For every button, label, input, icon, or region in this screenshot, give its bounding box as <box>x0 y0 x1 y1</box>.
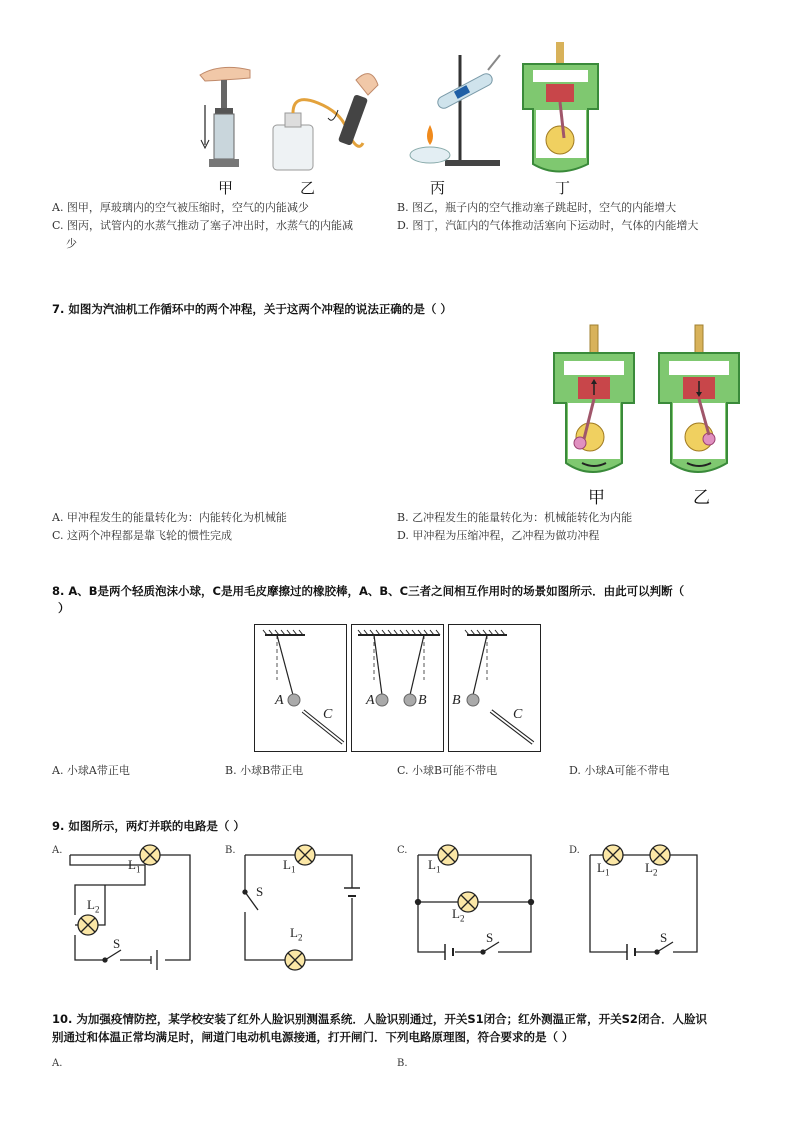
q8-panel-1 <box>254 624 347 752</box>
q6-caption-ding: 丁 <box>555 179 571 197</box>
q9-d-l1-sub: 1 <box>604 867 610 878</box>
q8-label-a: A <box>366 693 375 708</box>
q8-option-a[interactable]: A. 小球A带正电 <box>52 764 130 777</box>
q8-label-b: B <box>452 693 461 708</box>
q8-label-a: A <box>275 693 284 708</box>
q8-panel-2 <box>351 624 444 752</box>
q9-c-l1-label: L <box>428 857 436 872</box>
q8-label-c: C <box>513 707 523 722</box>
q6-option-a[interactable]: A. 图甲，厚玻璃内的空气被压缩时，空气的内能减少 <box>52 201 309 214</box>
q7-option-b[interactable]: B. 乙冲程发生的能量转化为：机械能转化为内能 <box>397 511 633 524</box>
q7-caption-yi: 乙 <box>693 488 710 508</box>
q7-option-d[interactable]: D. 甲冲程为压缩冲程，乙冲程为做功冲程 <box>397 529 600 542</box>
q8-option-b[interactable]: B. 小球B带正电 <box>225 764 304 777</box>
q7-caption-jia: 甲 <box>588 488 605 508</box>
q10-choice-a[interactable]: A. <box>52 1058 63 1069</box>
q9-a-l1-label: L <box>128 857 136 872</box>
q6-option-b[interactable]: B. 图乙，瓶子内的空气推动塞子跳起时，空气的内能增大 <box>397 201 677 214</box>
q6-caption-jia: 甲 <box>218 179 234 197</box>
q7-stem: 7. 如图为汽油机工作循环中的两个冲程，关于这两个冲程的说法正确的是（ ） <box>52 302 452 316</box>
q6-option-d[interactable]: D. 图丁，汽缸内的气体推动活塞向下运动时，气体的内能增大 <box>397 219 699 232</box>
q9-c-l2-sub: 2 <box>459 913 465 924</box>
q6-option-c-continued: 少 <box>66 237 77 250</box>
q9-c-switch-label: S <box>486 930 494 945</box>
q6-figure-ding <box>518 42 603 172</box>
q8-label-c: C <box>323 707 333 722</box>
q8-panel-3 <box>448 624 541 752</box>
q8-stem-line2: ） <box>58 601 70 615</box>
q9-a-switch-label: S <box>113 936 121 951</box>
q9-d-l2-label: L <box>645 860 653 875</box>
q9-d-l2-sub: 2 <box>652 867 658 878</box>
q8-label-b: B <box>418 693 427 708</box>
q10-choice-b[interactable]: B. <box>397 1058 408 1069</box>
q9-d-l1-label: L <box>597 860 605 875</box>
q9-stem: 9. 如图所示，两灯并联的电路是（ ） <box>52 819 245 833</box>
q9-c-l1-sub: 1 <box>435 864 441 875</box>
q9-b-switch-label: S <box>256 884 264 899</box>
q9-choice-a[interactable]: A. <box>52 845 63 856</box>
q9-b-l1-sub: 1 <box>290 864 296 875</box>
q6-figure-bing <box>400 40 510 170</box>
q9-b-l2-label: L <box>290 925 298 940</box>
q7-engine-yi <box>655 325 745 485</box>
q7-option-c[interactable]: C. 这两个冲程都是靠飞轮的惯性完成 <box>52 529 233 542</box>
q7-engine-jia <box>550 325 640 485</box>
q9-circuit-b <box>240 840 360 970</box>
q9-c-l2-label: L <box>452 906 460 921</box>
q6-caption-bing: 丙 <box>430 179 446 197</box>
q6-figure-yi <box>268 65 383 175</box>
q9-a-l2-label: L <box>87 897 95 912</box>
q8-stem-line1: 8. A、B是两个轻质泡沫小球，C是用毛皮摩擦过的橡胶棒，A、B、C三者之间相互作用时的场景如图所示．由此可以判断（ <box>52 584 685 598</box>
q9-b-l2-sub: 2 <box>297 932 303 943</box>
q9-a-l1-sub: 1 <box>135 864 141 875</box>
q6-option-c[interactable]: C. 图丙，试管内的水蒸气推动了塞子冲出时，水蒸气的内能减 <box>52 219 354 232</box>
q9-choice-d[interactable]: D. <box>569 845 580 856</box>
q6-figure-jia <box>195 60 255 175</box>
q10-stem-line2: 别通过和体温正常均满足时，闸道门电动机电源接通，打开闸门．下列电路原理图，符合要求的是（ ） <box>52 1030 574 1044</box>
q6-caption-yi: 乙 <box>300 179 316 197</box>
q10-stem-line1: 10. 为加强疫情防控，某学校安装了红外人脸识别测温系统．人脸识别通过，开关S1闭合；红外测温正常，开关S2闭合．人脸识 <box>52 1012 707 1026</box>
q9-choice-b[interactable]: B. <box>225 845 236 856</box>
q9-a-l2-sub: 2 <box>94 904 100 915</box>
q9-b-l1-label: L <box>283 857 291 872</box>
q9-d-switch-label: S <box>660 930 668 945</box>
q7-option-a[interactable]: A. 甲冲程发生的能量转化为：内能转化为机械能 <box>52 511 287 524</box>
q9-choice-c[interactable]: C. <box>397 845 408 856</box>
q8-option-d[interactable]: D. 小球A可能不带电 <box>569 764 670 777</box>
q8-option-c[interactable]: C. 小球B可能不带电 <box>397 764 498 777</box>
